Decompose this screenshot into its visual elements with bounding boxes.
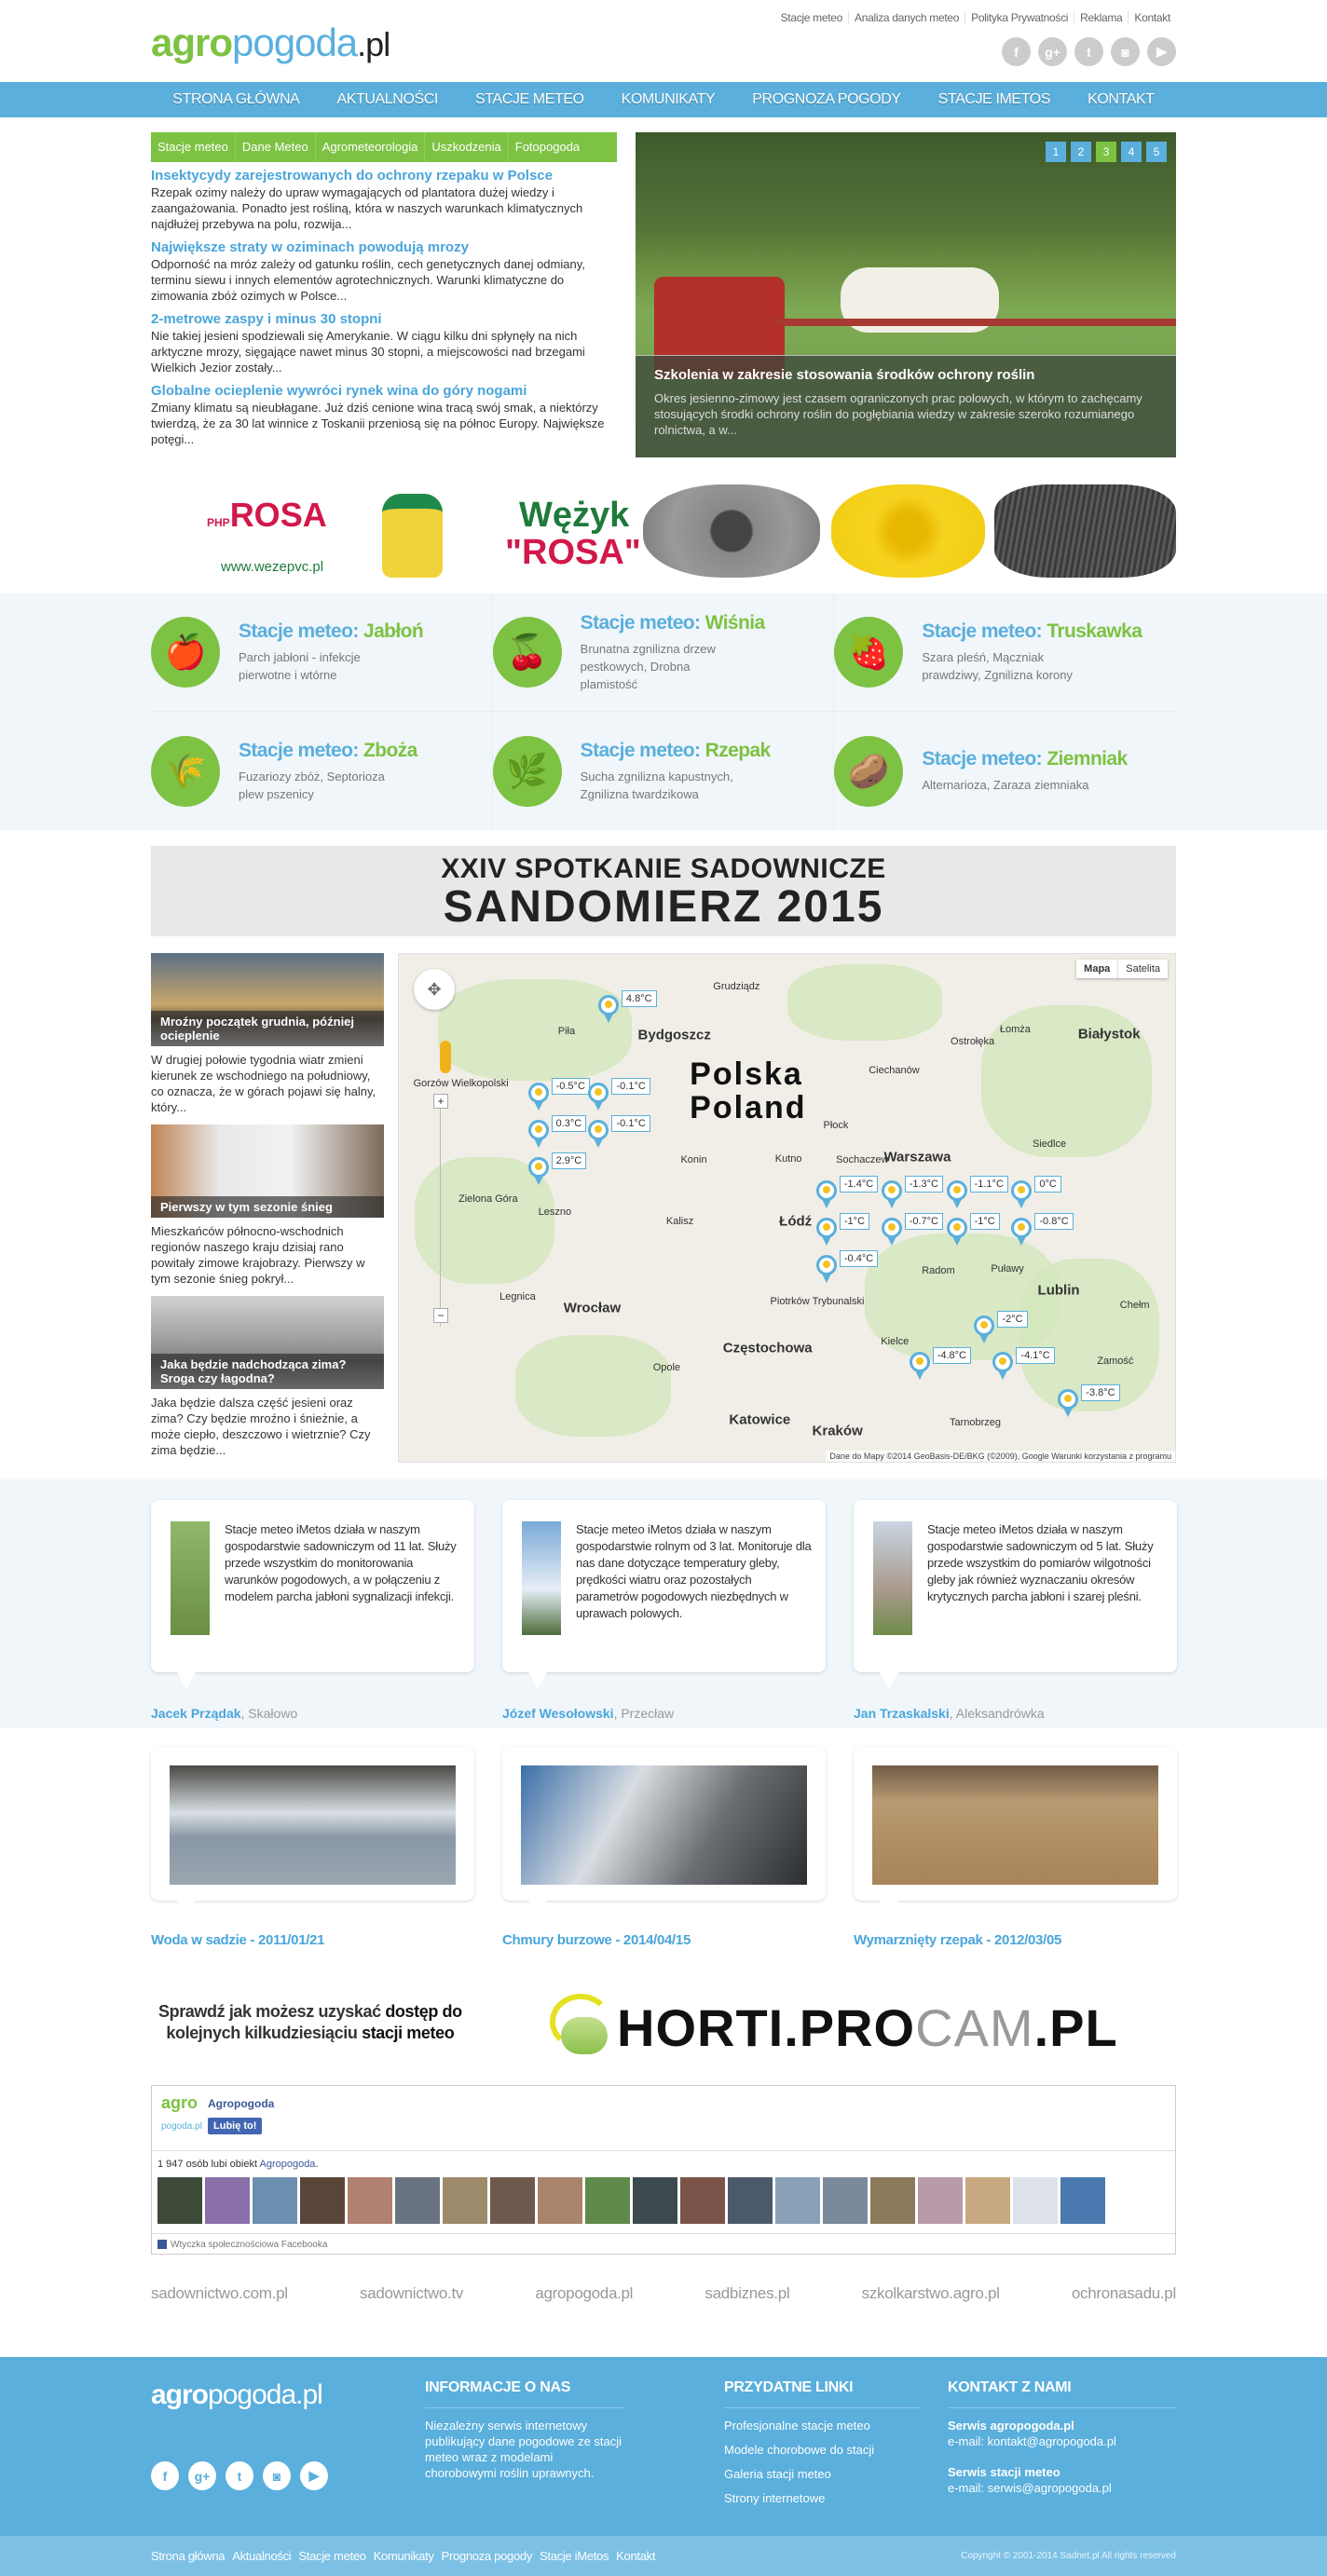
station-marker[interactable]: -0.5°C: [528, 1083, 549, 1103]
fan-avatar[interactable]: [490, 2177, 535, 2224]
map-country-label: Polska Poland: [690, 1056, 807, 1126]
news-item: [151, 383, 617, 447]
slider-page[interactable]: 5: [1146, 142, 1167, 162]
youtube-icon[interactable]: ▶: [1147, 37, 1176, 66]
fb-like-button[interactable]: Lubię to!: [208, 2118, 262, 2134]
gallery-photo[interactable]: [521, 1765, 807, 1885]
facebook-like-box: agro pogoda.pl Agropogoda Lubię to! 1 947 osób lubi obiekt Agropogoda. Wtyczka społecznościowa Facebooka: [151, 2085, 1176, 2255]
map-city: Zamość: [1097, 1356, 1134, 1368]
map-city: Grudziądz: [713, 980, 760, 992]
fan-avatar[interactable]: [823, 2177, 868, 2224]
footer-bottom-bar: [0, 2536, 1327, 2576]
station-photo: [873, 1521, 912, 1635]
facebook-icon[interactable]: f: [1002, 37, 1031, 66]
bottom-link[interactable]: Komunikaty: [373, 2549, 434, 2563]
testimonial-author[interactable]: Józef Wesołowski: [502, 1706, 614, 1721]
map-city: Kielce: [881, 1336, 910, 1348]
ad-product-line2: "ROSA": [505, 533, 641, 572]
nav-contact[interactable]: KONTAKT: [1088, 91, 1155, 107]
map-city: Puławy: [991, 1263, 1024, 1275]
station-marker[interactable]: -0.7°C: [882, 1218, 902, 1238]
map-pan-control[interactable]: ✥: [414, 969, 455, 1010]
map-city: Chełm: [1119, 1299, 1150, 1311]
twitter-icon[interactable]: t: [1074, 37, 1103, 66]
apple-icon: 🍎: [151, 617, 220, 688]
map-city: Lublin: [1037, 1282, 1080, 1299]
street-view-pegman-icon[interactable]: [440, 1041, 451, 1073]
social-links: [1002, 37, 1176, 66]
horti-procam-banner[interactable]: Sprawdź jak możesz uzyskać dostęp do kolejnych kilkudziesiąciu stacji meteo HORTI.PROCAM.PL: [151, 1984, 1176, 2064]
footer-about: INFORMACJE O NAS Niezależny serwis internetowy publikujący dane pogodowe ze stacji meteo wraz z modelami chorobowymi roślin uprawnych.: [425, 2379, 625, 2481]
ad-bag-image: [382, 494, 443, 578]
station-marker[interactable]: -0.1°C: [588, 1120, 609, 1140]
slider-title[interactable]: Szkolenia w zakresie stosowania środków ochrony roślin: [654, 367, 1035, 383]
station-rapeseed[interactable]: 🌿 Stacje meteo: Rzepak Sucha zgnilizna kapustnych, Zgnilizna twardzikowa: [493, 712, 835, 830]
fb-plugin-label[interactable]: Wtyczka społecznościowa Facebooka: [152, 2240, 1175, 2250]
side-news: [151, 953, 384, 1467]
nav-stations[interactable]: STACJE METEO: [474, 91, 584, 107]
contact-email[interactable]: e-mail: kontakt@agropogoda.pl: [948, 2434, 1116, 2448]
facebook-icon[interactable]: f: [151, 2461, 179, 2490]
map-attribution[interactable]: Dane do Mapy ©2014 GeoBasis-DE/BKG (©2009), Google Warunki korzystania z programu: [826, 1451, 1175, 1462]
station-marker[interactable]: -1.3°C: [882, 1180, 902, 1201]
cloud-icon: [561, 2017, 608, 2054]
footer-link[interactable]: Profesjonalne stacje meteo: [724, 2419, 870, 2433]
fan-avatar[interactable]: [870, 2177, 915, 2224]
news-text: Zmiany klimatu są nieubłagane. Już dziś cenione wina tracą swój smak, a niektórzy twierdzą, że za 30 lat winnice z Toskanii przeniosą się na północ Europy. Największe potęgi...: [151, 401, 605, 446]
news-text: Rzepak ozimy należy do upraw wymagających od plantatora dużej wiedzy i zaangażowania. Ponadto jest rośliną, która w naszych warunkach klimatycznych najdłużej przebywa na polu, rozwija...: [151, 185, 583, 231]
news-title[interactable]: Insektycydy zarejestrowanych do ochrony rzepaku w Polsce: [151, 168, 553, 184]
station-potato[interactable]: 🥔 Stacje meteo: Ziemniak Alternarioza, Zaraza ziemniaka: [834, 712, 1176, 830]
map-city: Warszawa: [883, 1149, 951, 1165]
ad-product-line1: Wężyk: [519, 496, 630, 535]
tab-uszkodzenia[interactable]: Uszkodzenia: [424, 132, 507, 162]
fb-fan-faces: [152, 2177, 1175, 2234]
nav-home[interactable]: STRONA GŁÓWNA: [172, 91, 300, 107]
photo-gallery: [151, 1747, 1177, 1948]
side-news-item[interactable]: Mroźny początek grudnia, później ocieplenie W drugiej połowie tygodnia wiatr zmieni kierunek ze wschodniego na południowy, co oznacza, że w górach pojawi się halny, który...: [151, 953, 384, 1115]
map-city: Zielona Góra: [458, 1193, 518, 1205]
service-email[interactable]: e-mail: serwis@agropogoda.pl: [948, 2481, 1112, 2495]
station-marker[interactable]: 4.8°C: [598, 995, 619, 1015]
fan-avatar[interactable]: [443, 2177, 487, 2224]
ad-rosa-logo: PHPROSA: [207, 496, 327, 534]
bottom-link[interactable]: Strona główna: [151, 2549, 226, 2563]
station-marker[interactable]: -0.4°C: [816, 1255, 837, 1275]
footer-links: PRZYDATNE LINKI Profesjonalne stacje meteo Modele chorobowe do stacji Galeria stacji meteo Strony internetowe: [724, 2379, 920, 2515]
zoom-out-button[interactable]: −: [433, 1308, 448, 1323]
news-text: Nie takiej jesieni spodziewali się Amerykanie. W ciągu kilku dni spłynęły na nich arktyczne mrozy, sięgające nawet minus 30 stopni, a miejscowości nad brzegami Wielkich Jezior zostały...: [151, 329, 585, 375]
footer: [0, 2357, 1327, 2536]
fan-avatar[interactable]: [157, 2177, 202, 2224]
news-item: [151, 239, 617, 304]
footer-link[interactable]: Modele chorobowe do stacji: [724, 2443, 875, 2457]
station-marker[interactable]: -1.4°C: [816, 1180, 837, 1201]
wheat-icon: 🌾: [151, 736, 220, 807]
fan-avatar[interactable]: [205, 2177, 250, 2224]
side-news-item[interactable]: Jaka będzie nadchodząca zima? Sroga czy łagodna? Jaka będzie dalsza część jesieni oraz zima? Czy będzie mroźno i śnieżnie, a może ciepło, deszczowo i wietrznie? Czy zima będzie...: [151, 1296, 384, 1458]
ad-hose-gray-image: [643, 484, 820, 578]
fan-avatar[interactable]: [348, 2177, 392, 2224]
side-news-image: Jaka będzie nadchodząca zima? Sroga czy łagodna?: [151, 1296, 384, 1389]
fan-avatar[interactable]: [538, 2177, 582, 2224]
ad-url: www.wezepvc.pl: [221, 559, 324, 575]
station-marker[interactable]: 0°C: [1011, 1180, 1032, 1201]
station-marker[interactable]: 0.3°C: [528, 1120, 549, 1140]
map-city: Radom: [922, 1264, 955, 1276]
map-city: Katowice: [729, 1411, 791, 1428]
slider-page[interactable]: 1: [1046, 142, 1066, 162]
station-apple[interactable]: 🍎 Stacje meteo: Jabłoń Parch jabłoni - infekcje pierwotne i wtórne: [151, 593, 493, 712]
instagram-icon[interactable]: ◙: [263, 2461, 291, 2490]
news-text: Odporność na mróz zależy od gatunku roślin, cech genetycznych danej odmiany, terminu siewu i innych elementów agrotechnicznych. Warunki klimatyczne do zimowania zbóż ozimych w Polsce...: [151, 257, 585, 303]
station-marker[interactable]: -0.1°C: [588, 1083, 609, 1103]
gallery-item[interactable]: Wymarznięty rzepak - 2012/03/05: [854, 1747, 1177, 1948]
top-link-reklama[interactable]: Reklama: [1074, 11, 1128, 24]
station-marker[interactable]: -0.8°C: [1011, 1218, 1032, 1238]
station-cherry[interactable]: 🍒 Stacje meteo: Wiśnia Brunatna zgnilizna drzew pestkowych, Drobna plamistość: [493, 593, 835, 712]
footer-social: [151, 2461, 328, 2490]
station-strawberry[interactable]: 🍓 Stacje meteo: Truskawka Szara pleśń, Mączniak prawdziwy, Zgnilizna korony: [834, 593, 1176, 712]
google-plus-icon[interactable]: g+: [1038, 37, 1067, 66]
fan-avatar[interactable]: [918, 2177, 963, 2224]
main-nav: [0, 82, 1327, 117]
map-city: Sochaczew: [836, 1154, 889, 1166]
potato-icon: 🥔: [834, 736, 903, 807]
map-city: Piotrków Trybunalski: [770, 1296, 865, 1308]
fan-avatar[interactable]: [395, 2177, 440, 2224]
map-city: Gorzów Wielkopolski: [413, 1077, 509, 1089]
nav-imetos[interactable]: STACJE IMETOS: [937, 91, 1051, 107]
testimonial-author[interactable]: Jacek Prządak: [151, 1706, 241, 1721]
footer-link[interactable]: Galeria stacji meteo: [724, 2467, 831, 2481]
fan-avatar[interactable]: [1013, 2177, 1058, 2224]
event-banner[interactable]: XXIV SPOTKANIE SADOWNICZE SANDOMIERZ 2015: [151, 846, 1176, 936]
tab-fotopogoda[interactable]: Fotopogoda: [508, 132, 586, 162]
zoom-in-button[interactable]: +: [433, 1094, 448, 1109]
testimonial-author[interactable]: Jan Trzaskalski: [854, 1706, 950, 1721]
fan-avatar[interactable]: [633, 2177, 677, 2224]
news-list: [151, 168, 617, 455]
fan-avatar[interactable]: [300, 2177, 345, 2224]
map-city: Płock: [823, 1120, 849, 1132]
station-cereals[interactable]: 🌾 Stacje meteo: Zboża Fuzariozy zbóż, Septorioza plew pszenicy: [151, 712, 493, 830]
station-marker[interactable]: -1°C: [816, 1218, 837, 1238]
map-city: Białystok: [1077, 1026, 1141, 1043]
fan-avatar[interactable]: [585, 2177, 630, 2224]
news-tabs: [151, 132, 617, 162]
station-marker[interactable]: -2°C: [974, 1315, 994, 1336]
top-link-kontakt[interactable]: Kontakt: [1128, 11, 1176, 24]
gallery-item[interactable]: Woda w sadzie - 2011/01/21: [151, 1747, 474, 1948]
side-news-image: Mroźny początek grudnia, później ocieplenie: [151, 953, 384, 1046]
partner-logos: [151, 2284, 1176, 2303]
youtube-icon[interactable]: ▶: [300, 2461, 328, 2490]
testimonials: [151, 1500, 1177, 1721]
map-city: Siedlce: [1033, 1138, 1067, 1151]
horti-logo: HORTI.PROCAM.PL: [617, 1998, 1118, 2057]
site-logo[interactable]: agropogoda.pl: [151, 20, 390, 64]
slider-pager: [1046, 142, 1167, 162]
testimonial-card: Stacje meteo iMetos działa w naszym gospodarstwie sadowniczym od 11 lat. Służy przede wszystkim do monitorowania warunków pogodowych, a w połączeniu z modelem parcha jabłoni sygnalizacji infekcji. Jacek Prządak, Skałowo: [151, 1500, 474, 1721]
google-plus-icon[interactable]: g+: [188, 2461, 216, 2490]
top-link-stacje[interactable]: Stacje meteo: [780, 11, 843, 24]
nav-forecast[interactable]: PROGNOZA POGODY: [752, 91, 901, 107]
map-city: Kalisz: [665, 1216, 694, 1228]
map-city: Leszno: [538, 1206, 572, 1218]
map-city: Bydgoszcz: [637, 1027, 711, 1043]
map-city: Konin: [680, 1154, 707, 1166]
testimonial-card: Stacje meteo iMetos działa w naszym gospodarstwie rolnym od 3 lat. Monitoruje dla nas dane dotyczące temperatury gleby, prędkości wiatru oraz pozostałych parametrów pogodowych niezbędnych w uprawach polowych. Józef Wesołowski, Przecław: [502, 1500, 826, 1721]
nav-news[interactable]: AKTUALNOŚCI: [336, 91, 438, 107]
station-photo: [171, 1521, 210, 1635]
station-marker[interactable]: -4.8°C: [910, 1352, 930, 1372]
slider-caption: [636, 355, 1176, 457]
featured-slider[interactable]: [636, 132, 1176, 457]
news-title[interactable]: 2-metrowe zaspy i minus 30 stopni: [151, 311, 382, 327]
fan-avatar[interactable]: [253, 2177, 297, 2224]
tab-dane-meteo[interactable]: Dane Meteo: [235, 132, 315, 162]
ad-hose-bundle-image: [994, 484, 1176, 578]
footer-link[interactable]: Strony internetowe: [724, 2491, 826, 2505]
slider-page[interactable]: 4: [1121, 142, 1142, 162]
map-city: Częstochowa: [722, 1340, 813, 1356]
cherry-icon: 🍒: [493, 617, 562, 688]
bottom-link[interactable]: Kontakt: [616, 2549, 656, 2563]
map-city: Piła: [557, 1026, 576, 1038]
fb-like-count: 1 947 osób lubi obiekt Agropogoda.: [157, 2159, 319, 2170]
twitter-icon[interactable]: t: [226, 2461, 253, 2490]
news-item: [151, 168, 617, 232]
bottom-link[interactable]: Prognoza pogody: [441, 2549, 533, 2563]
slider-page[interactable]: 2: [1071, 142, 1091, 162]
map-city: Legnica: [499, 1290, 536, 1302]
map-city: Ciechanów: [869, 1064, 920, 1076]
map-type-control: [1076, 960, 1168, 978]
partner-logo[interactable]: sadownictwo.com.pl: [151, 2284, 288, 2302]
side-news-image: Pierwszy w tym sezonie śnieg: [151, 1124, 384, 1218]
news-item: [151, 311, 617, 375]
map-zoom-slider[interactable]: [437, 1094, 453, 1327]
top-links: [775, 11, 1176, 24]
fan-avatar[interactable]: [965, 2177, 1010, 2224]
fan-avatar[interactable]: [728, 2177, 773, 2224]
facebook-icon: [157, 2240, 167, 2249]
partner-logo[interactable]: ochronasadu.pl: [1071, 2284, 1176, 2302]
map-city: Opole: [652, 1362, 681, 1374]
partner-logo[interactable]: sadownictwo.tv: [360, 2284, 464, 2302]
station-marker[interactable]: -1.1°C: [947, 1180, 967, 1201]
map-city: Łomża: [999, 1024, 1031, 1036]
footer-logo[interactable]: agropogoda.pl: [151, 2379, 322, 2410]
map-city: Tarnobrzeg: [949, 1417, 1002, 1429]
weather-stations-map[interactable]: [398, 953, 1176, 1463]
bottom-link[interactable]: Aktualności: [232, 2549, 292, 2563]
gallery-photo[interactable]: [872, 1765, 1158, 1885]
bottom-link[interactable]: Stacje iMetos: [540, 2549, 609, 2563]
partner-logo[interactable]: szkolkarstwo.agro.pl: [861, 2284, 1000, 2302]
top-link-polityka[interactable]: Polityka Prywatności: [964, 11, 1074, 24]
tab-agrometeorologia[interactable]: Agrometeorologia: [315, 132, 425, 162]
map-city: Łódź: [779, 1213, 813, 1230]
station-marker[interactable]: -1°C: [947, 1218, 967, 1238]
gallery-photo[interactable]: [170, 1765, 456, 1885]
map-type-map-button[interactable]: Mapa: [1076, 960, 1118, 978]
station-marker[interactable]: 2.9°C: [528, 1157, 549, 1178]
map-city: Kutno: [774, 1153, 802, 1165]
tab-stacje-meteo[interactable]: Stacje meteo: [157, 140, 228, 154]
station-marker[interactable]: -4.1°C: [992, 1352, 1013, 1372]
map-type-satellite-button[interactable]: Satelita: [1126, 963, 1160, 975]
news-title[interactable]: Największe straty w oziminach powodują mrozy: [151, 239, 469, 255]
fan-avatar[interactable]: [775, 2177, 820, 2224]
fan-avatar[interactable]: [680, 2177, 725, 2224]
bottom-link[interactable]: Stacje meteo: [298, 2549, 366, 2563]
fb-page-logo[interactable]: agro: [161, 2093, 198, 2112]
ad-banner-rosa[interactable]: [151, 484, 1176, 579]
station-marker[interactable]: -3.8°C: [1058, 1389, 1078, 1410]
fb-page-name[interactable]: Agropogoda: [208, 2097, 275, 2110]
stations-grid: [151, 593, 1176, 830]
slide-image-boom: [775, 319, 1176, 326]
station-photo: [522, 1521, 561, 1635]
slider-text: Okres jesienno-zimowy jest czasem ograniczonych prac polowych, w którym to zachęcamy stosujących środki ochrony roślin do pogłębiania wiedzy w zakresie szeroko rozumianego rolnictwa, a w...: [654, 391, 1142, 437]
news-title[interactable]: Globalne ocieplenie wywróci rynek wina do góry nogami: [151, 383, 527, 399]
footer-contact: KONTAKT Z NAMI Serwis agropogoda.pl e-mail: kontakt@agropogoda.pl Serwis stacji meteo e-mail: serwis@agropogoda.pl: [948, 2379, 1176, 2496]
instagram-icon[interactable]: ◙: [1111, 37, 1140, 66]
side-news-item[interactable]: Pierwszy w tym sezonie śnieg Mieszkańców północno-wschodnich regionów naszego kraju dzisiaj rano powitały zimowe krajobrazy. Pierwszy w tym sezonie śnieg pokrył...: [151, 1124, 384, 1287]
map-city: Kraków: [812, 1423, 863, 1439]
fan-avatar[interactable]: [1060, 2177, 1105, 2224]
nav-announcements[interactable]: KOMUNIKATY: [621, 91, 716, 107]
partner-logo[interactable]: sadbiznes.pl: [705, 2284, 790, 2302]
slider-page-active[interactable]: 3: [1096, 142, 1116, 162]
partner-logo[interactable]: agropogoda.pl: [535, 2284, 634, 2302]
copyright: Copyright © 2001-2014 Sadnet.pl All rights reserved: [961, 2551, 1176, 2561]
ad-hose-yellow-image: [831, 484, 985, 578]
gallery-item[interactable]: Chmury burzowe - 2014/04/15: [502, 1747, 826, 1948]
map-city: Ostrołęka: [951, 1036, 995, 1048]
testimonial-card: Stacje meteo iMetos działa w naszym gospodarstwie sadowniczym od 5 lat. Służy przede wszystkim do pomiarów wilgotności gleby jak również wyznaczaniu okresów krytycznych parcha jabłoni i szarej pleśni. Jan Trzaskalski, Aleksandrówka: [854, 1500, 1177, 1721]
strawberry-icon: 🍓: [834, 617, 903, 688]
top-link-analiza[interactable]: Analiza danych meteo: [848, 11, 964, 24]
rapeseed-icon: 🌿: [493, 736, 562, 807]
map-city: Wrocław: [563, 1300, 622, 1316]
